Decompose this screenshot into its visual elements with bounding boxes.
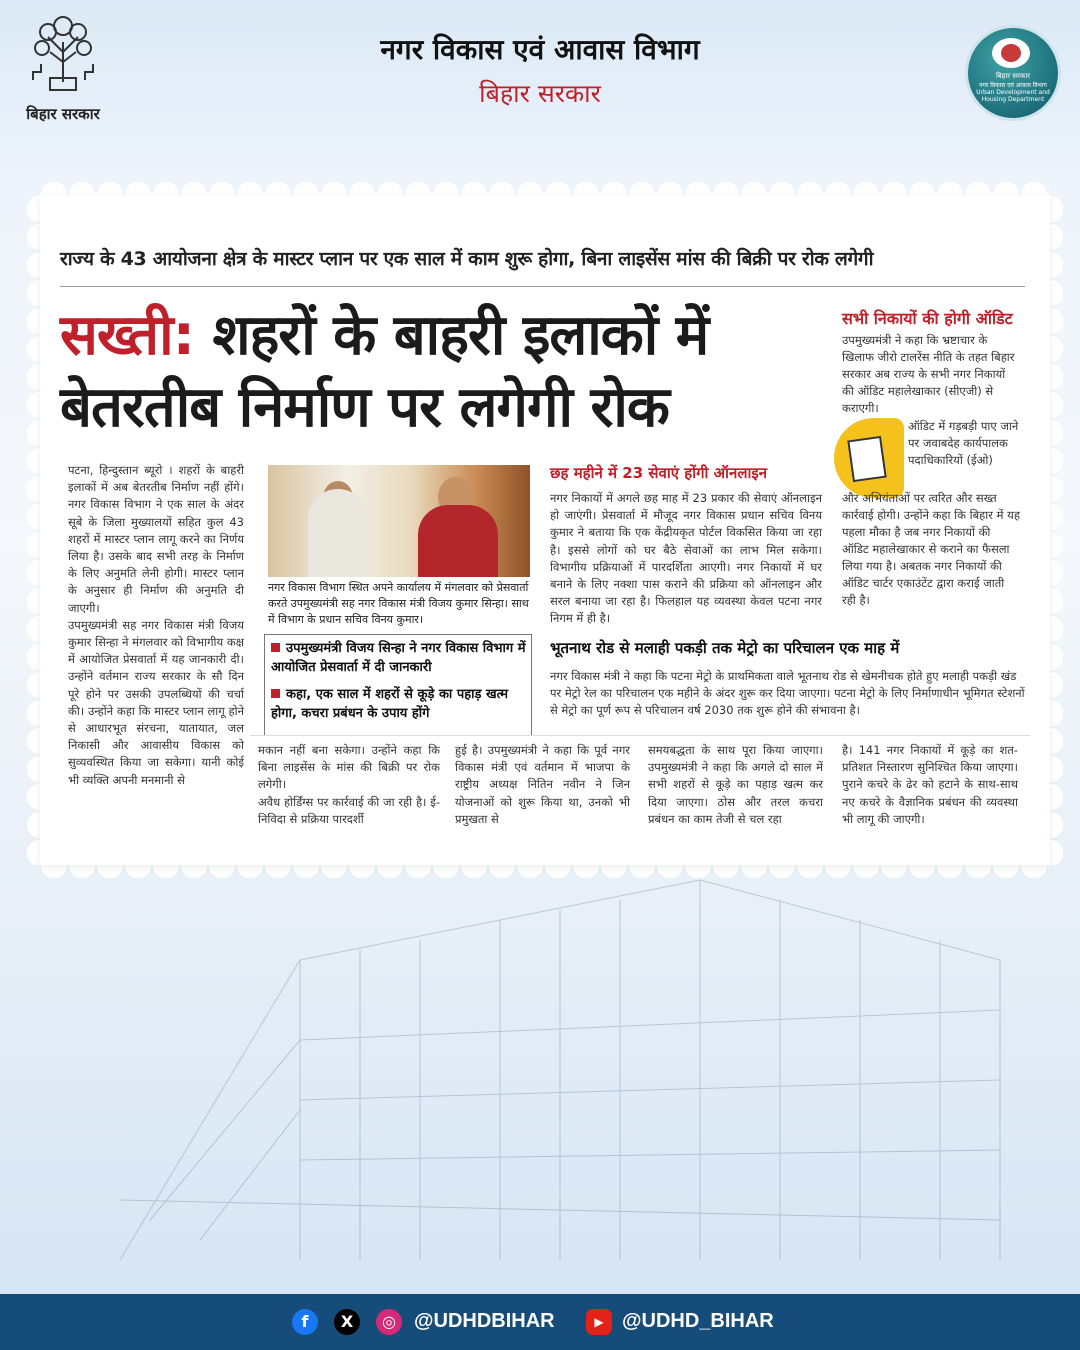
logo-caption: बिहार सरकार — [26, 105, 100, 123]
audit-text-2: ऑडिट में गड़बड़ी पाए जाने पर जवाबदेह कार्यपालक पदाधिकारियों (ईओ) — [908, 419, 1019, 467]
kicker-rule — [60, 286, 1025, 287]
headline-red-word: सख्ती: — [60, 303, 194, 368]
udhd-logo-line1: बिहार सरकार — [995, 72, 1031, 80]
online-services-heading: छह महीने में 23 सेवाएं होंगी ऑनलाइन — [550, 464, 768, 482]
article-column-4: समयबद्धता के साथ पूरा किया जाएगा। उपमुख्यमंत्री ने कहा कि अगले दो साल में सभी शहरों से कूड़े का पहाड़ खत्म कर दिया जाएगा। ठोस और तरल कचरा प्रबंधन का काम तेजी से चल रहा — [648, 743, 823, 826]
metro-heading: भूतनाथ रोड से मलाही पकड़ी तक मेट्रो का परिचालन एक माह में — [550, 639, 900, 657]
facebook-icon[interactable]: f — [292, 1309, 318, 1335]
headline-line2: बेतरतीब निर्माण पर लगेगी रोक — [60, 375, 669, 440]
online-services-text: नगर निकायों में अगले छह माह में 23 प्रकार की सेवाएं ऑनलाइन हो जाएंगी। प्रेसवार्ता में मौजूद नगर विकास प्रधान सचिव विनय कुमार ने बताया कि एक केंद्रीयकृत पोर्टल विकसित किया जा रहा है। इससे लोगों को घर बैठे सेवाओं का लाभ मिल सकेगा। विभागीय प्रक्रियाओं में पारदर्शिता आएगी। नगर निकायों में घर बनाने के लिए नक्शा पास कराने की प्रक्रिया को ऑनलाइन और सरल बनाया जा रहा है। फिलहाल यह व्यवस्था केवल पटना नगर निगम में ही है। — [550, 491, 822, 626]
udhd-emblem-icon — [992, 38, 1030, 68]
highlight-1: उपमुख्यमंत्री विजय सिन्हा ने नगर विकास विभाग में आयोजित प्रेसवार्ता में दी जानकारी — [271, 641, 526, 675]
building-sketch-background — [0, 840, 1080, 1300]
x-icon[interactable]: X — [334, 1309, 360, 1335]
article-column-5: है। 141 नगर निकायों में कूड़े का शत-प्रतिशत निस्तारण सुनिश्चित किया जाएगा। पुराने कचरे के ढेर को हटाने के साथ-साथ नए कचरे के वैज्ञानिक प्रबंधन की व्यवस्था भी लागू की जाएगी। — [842, 743, 1018, 826]
instagram-icon[interactable]: ◎ — [376, 1309, 402, 1335]
audit-heading: सभी निकायों की होगी ऑडिट — [842, 309, 1013, 328]
highlight-2: कहा, एक साल में शहरों से कूड़े का पहाड़ खत्म होगा, कचरा प्रबंधन के उपाय होंगे — [271, 687, 509, 721]
article-kicker: राज्य के 43 आयोजना क्षेत्र के मास्टर प्लान पर एक साल में काम शुरू होगा, बिना लाइसेंस मांस की बिक्री पर रोक लगेगी — [60, 248, 874, 270]
udhd-logo-line2: नगर विकास एवं आवास विभाग Urban Development and Housing Department — [976, 82, 1050, 103]
footer-handle-2[interactable]: @UDHD_BIHAR — [622, 1310, 774, 1332]
audit-document-icon — [834, 418, 904, 498]
udhd-logo — [968, 28, 1058, 118]
department-title: नगर विकास एवं आवास विभाग — [380, 33, 700, 66]
press-conference-photo — [268, 465, 530, 577]
government-subtitle: बिहार सरकार — [479, 79, 601, 108]
photo-caption: नगर विकास विभाग स्थित अपने कार्यालय में मंगलवार को प्रेसवार्ता करते उपमुख्यमंत्री सह नगर विकास मंत्री विजय कुमार सिन्हा। साथ में विभाग के प्रधान सचिव विनय कुमार। — [268, 581, 529, 626]
article-column-1: पटना, हिन्दुस्तान ब्यूरो । शहरों के बाहरी इलाकों में अब बेतरतीब निर्माण नहीं होंगे। नगर विकास विभाग ने एक साल के अंदर सूबे के जिला मुख्यालयों सहित कुल 43 शहरों में मास्टर प्लान लागू करने का निर्णय लिया है। उसके बाद सभी तरह के निर्माण के लिए अनुमति लेनी होगी। मास्टर प्लान के अनुसार ही निर्माण की अनुमति दी जाएगी। उपमुख्यमंत्री सह नगर विकास मंत्री विजय कुमार सिन्हा ने मंगलवार को विभागीय कक्ष में आयोजित प्रेसवार्ता में यह जानकारी दी। उन्होंने वर्तमान राज्य सरकार के सौ दिन पूरे होने पर उसकी उपलब्धियों की चर्चा की। उन्होंने कहा कि मास्टर प्लान लागू होने से आधारभूत संरचना, यातायात, जल निकासी और आवासीय विकास को सुव्यवस्थित किया जा सकेगा। यानी कोई भी व्यक्ति अपनी मनमानी से — [68, 463, 244, 787]
bullet-square-icon — [271, 643, 280, 652]
youtube-icon[interactable]: ▶ — [586, 1309, 612, 1335]
highlights-box — [264, 634, 532, 736]
article-column-3: हुई है। उपमुख्यमंत्री ने कहा कि पूर्व नगर विकास मंत्री एवं वर्तमान में भाजपा के राष्ट्रीय अध्यक्ष नितिन नवीन ने जिन योजनाओं को शुरू किया था, उनको भी प्रमुखता से — [455, 743, 630, 826]
metro-text: नगर विकास मंत्री ने कहा कि पटना मेट्रो के प्राथमिकता वाले भूतनाथ रोड से खेमनीचक होते हुए मलाही पकड़ी खंड पर मेट्रो रेल का परिचालन एक महीने के अंदर शुरू कर दिया जाएगा। पटना मेट्रो के लिए निर्माणाधीन भूमिगत स्टेशनों से मेट्रो का पूर्ण रूप से परिचालन वर्ष 2030 तक शुरू होने की संभावना है। — [550, 669, 1025, 717]
footer-handle-1[interactable]: @UDHDBIHAR — [414, 1310, 555, 1332]
article-headline — [60, 300, 830, 444]
bottom-section-rule — [250, 735, 1030, 736]
article-column-2: मकान नहीं बना सकेगा। उन्होंने कहा कि बिना लाइसेंस के मांस की बिक्री पर रोक लगेगी। अवैध होर्डिंग्स पर कार्रवाई की जा रही है। ई- निविदा से प्रक्रिया पारदर्शी — [258, 743, 440, 826]
audit-text-1: उपमुख्यमंत्री ने कहा कि भ्रष्टाचार के खिलाफ जीरो टालरेंस नीति के तहत बिहार सरकार अब राज्य के सभी नगर निकायों की ऑडिट महालेखाकार (सीएजी) से कराएगी। — [842, 333, 1015, 415]
audit-text-3: और अभियंताओं पर त्वरित और सख्त कार्रवाई होगी। उन्होंने कहा कि बिहार में यह पहला मौका है जब नगर निकायों की ऑडिट महालेखाकार से कराने का फैसला लिया गया है। अबतक नगर निकायों की ऑडिट चार्टर एकाउंटेंट द्वारा कराई जाती रही है। — [842, 491, 1020, 607]
bullet-square-icon — [271, 689, 280, 698]
headline-line1: शहरों के बाहरी इलाकों में — [212, 303, 709, 368]
